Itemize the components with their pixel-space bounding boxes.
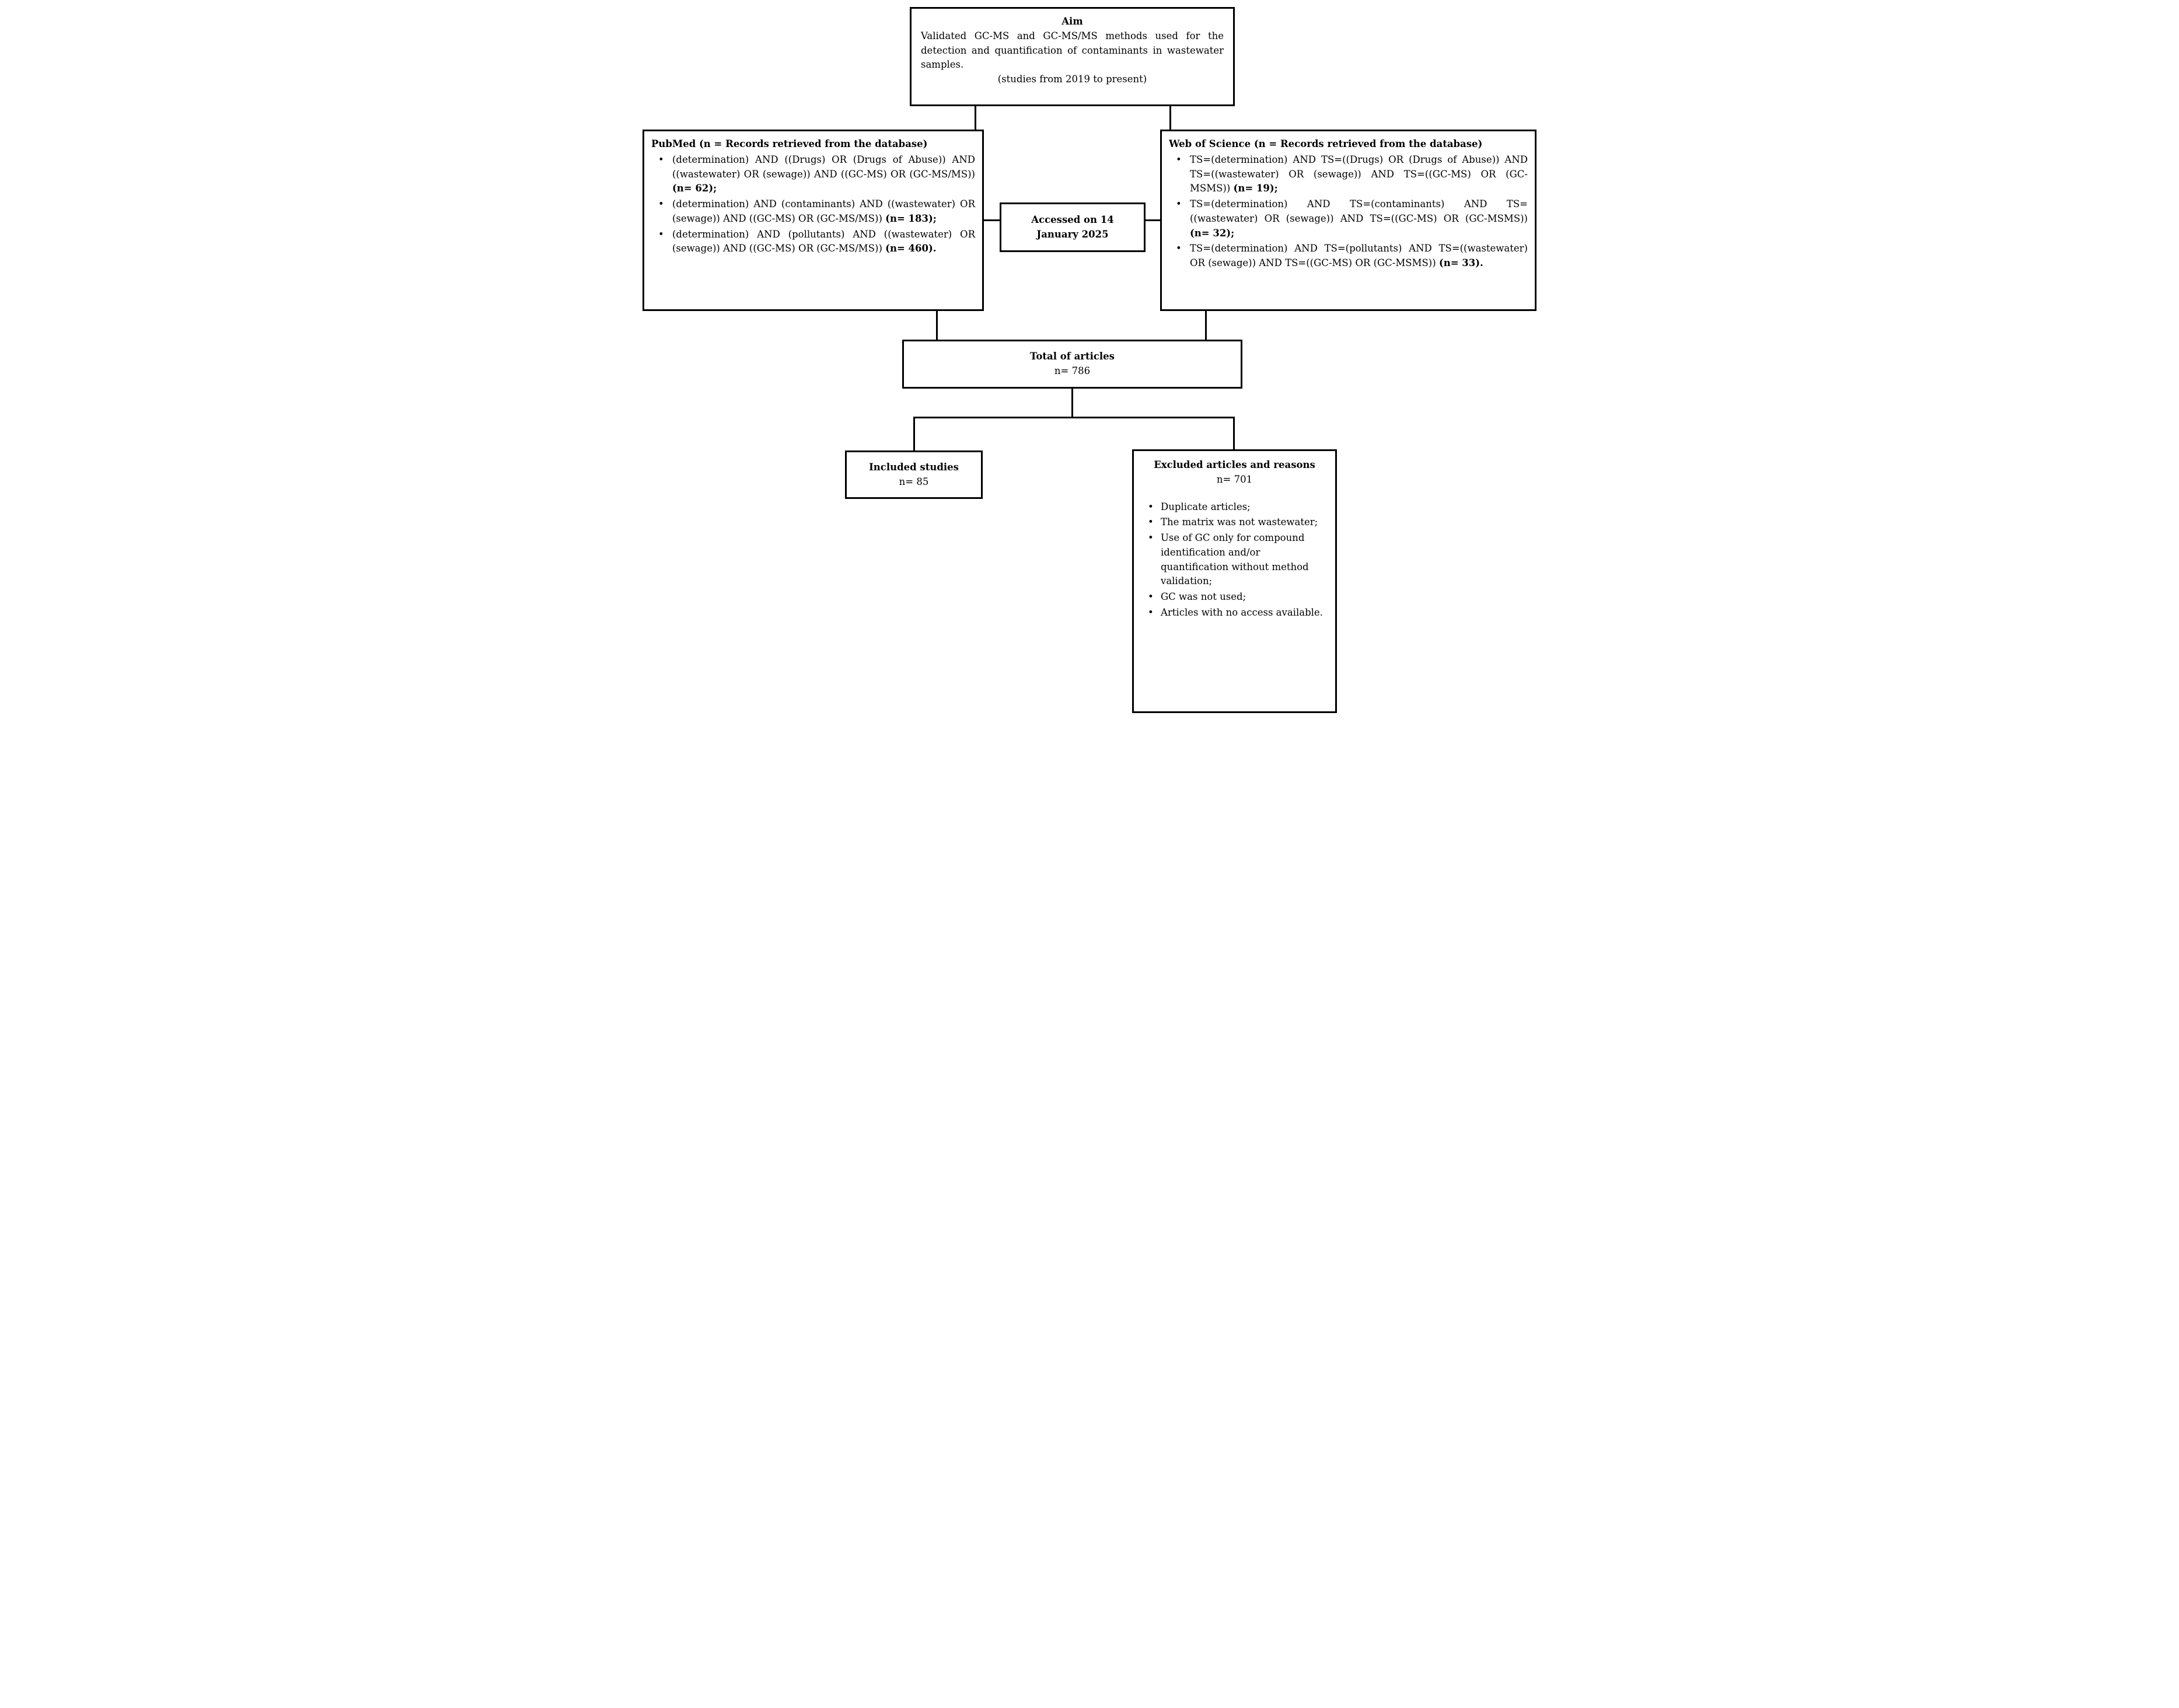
query-text: TS=(determination) AND TS=(pollutants) AND TS=((wastewater) OR (sewage)) AND TS=((GC-MS) OR (GC-MSMS)) [1190,243,1528,268]
total-articles-box [902,340,1242,389]
connector-aim-to-wos [1169,106,1171,130]
accessed-line2: January 2025 [1036,228,1109,240]
aim-body-text: Validated GC-MS and GC-MS/MS methods used for the detection and quantification of contaminants in wastewater samples. [921,30,1224,71]
query-count: (n= 62); [672,183,717,194]
pubmed-box [642,130,984,311]
pubmed-query-2 [672,197,975,226]
connector-branch-to-excluded [1233,417,1235,449]
connector-aim-to-pubmed [975,106,976,130]
connector-pubmed-to-accessed [984,219,1000,221]
excluded-reason-4: • GC was not used; [1161,590,1328,605]
wos-query-2 [1190,197,1528,240]
aim-note: (studies from 2019 to present) [997,74,1147,85]
query-text: (determination) AND (contaminants) AND ((wastewater) OR (sewage)) AND ((GC-MS) OR (GC-MS/MS)) [672,198,975,224]
total-count: n= 786 [1054,365,1091,376]
excluded-reason-list [1141,500,1328,620]
aim-title: Aim [1061,16,1083,27]
excluded-articles-box [1132,449,1337,713]
excluded-reason-3: • Use of GC only for compound identification and/or quantification without method validation; [1161,531,1328,589]
excluded-title: Excluded articles and reasons [1154,459,1315,470]
query-text: (determination) AND ((Drugs) OR (Drugs of Abuse)) AND ((wastewater) OR (sewage)) AND ((GC-MS) OR (GC-MS/MS)) [672,153,975,180]
accessed-box [1000,202,1146,252]
excluded-count: n= 701 [1216,473,1253,485]
aim-box [910,7,1235,106]
wos-query-list [1169,153,1528,271]
connector-accessed-to-wos [1146,219,1160,221]
query-count: (n= 32); [1190,227,1235,239]
included-title: Included studies [869,461,959,473]
pubmed-query-1 [672,153,975,196]
prisma-flow-diagram [635,0,1544,718]
pubmed-query-3 [672,228,975,257]
wos-query-3 [1190,242,1528,271]
query-count: (n= 183); [885,212,937,224]
connector-total-down [1071,389,1073,417]
excluded-reason-1: • Duplicate articles; [1161,500,1328,515]
connector-wos-to-total [1205,311,1207,340]
query-count: (n= 460). [885,243,937,254]
excluded-reason-5: • Articles with no access available. [1161,606,1328,620]
wos-title: Web of Science (n = Records retrieved from the database) [1169,138,1483,149]
query-text: TS=(determination) AND TS=(contaminants) AND TS=((wastewater) OR (sewage)) AND TS=((GC-MS) OR (GC-MSMS)) [1190,198,1528,224]
connector-branch-to-included [913,417,915,450]
connector-pubmed-to-total [936,311,938,340]
wos-query-1 [1190,153,1528,196]
pubmed-query-list [651,153,975,256]
accessed-line1: Accessed on 14 [1031,214,1114,225]
query-count: (n= 33). [1438,257,1483,268]
query-text: TS=(determination) AND TS=((Drugs) OR (Drugs of Abuse)) AND TS=((wastewater) OR (sewage)) AND TS=((GC-MS) OR (GC-MSMS)) [1190,153,1528,194]
query-text: (determination) AND (pollutants) AND ((wastewater) OR (sewage)) AND ((GC-MS) OR (GC-MS/MS)) [672,228,975,254]
query-count: (n= 19); [1233,183,1278,194]
web-of-science-box [1160,130,1537,311]
included-count: n= 85 [899,476,929,487]
pubmed-title: PubMed (n = Records retrieved from the database) [651,138,928,149]
total-title: Total of articles [1030,351,1115,362]
included-studies-box [845,450,983,499]
excluded-reason-2: • The matrix was not wastewater; [1161,515,1328,530]
connector-branch-horizontal [913,417,1235,418]
